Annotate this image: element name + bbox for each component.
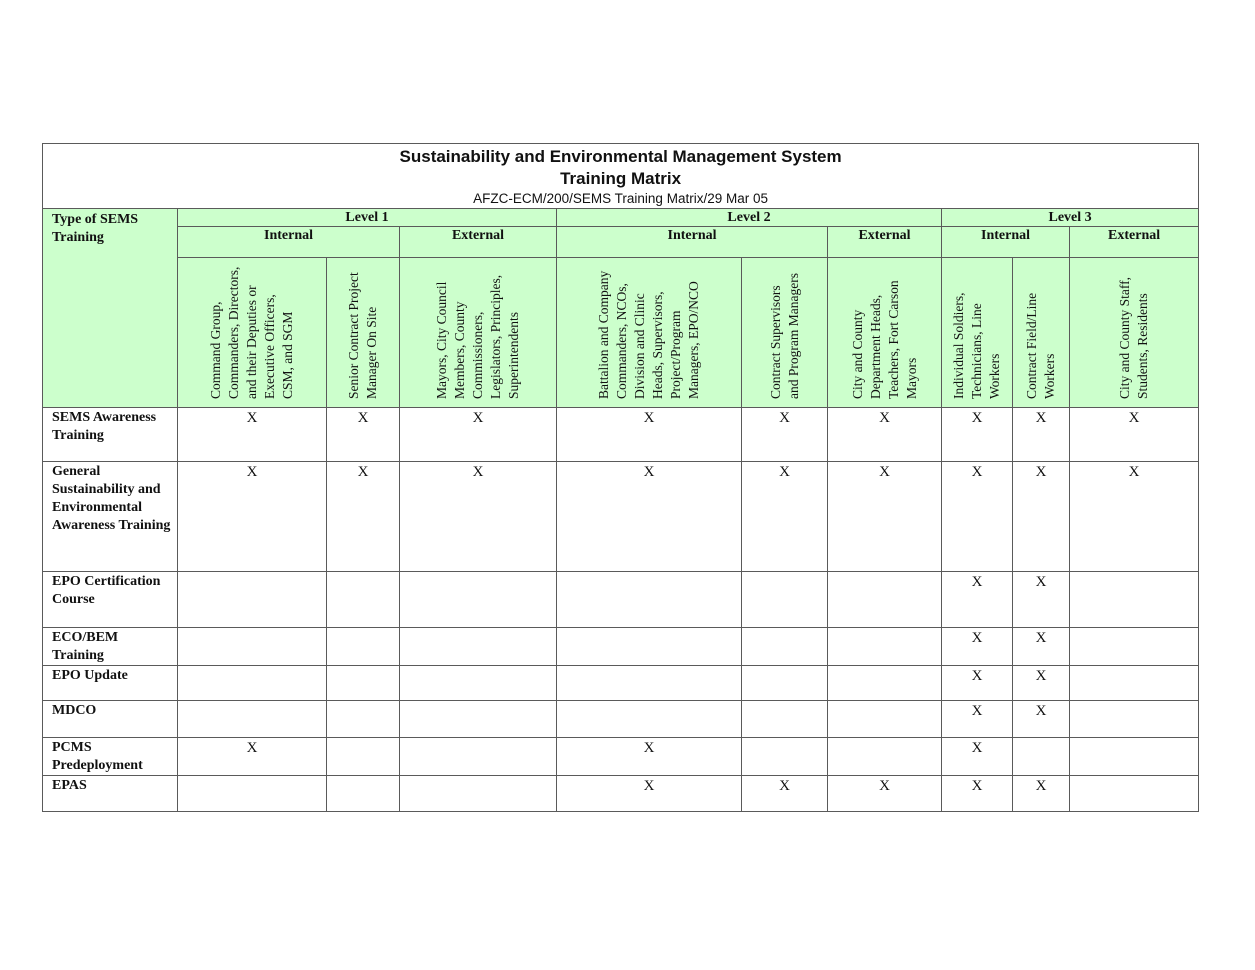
level-2-internal-header: Internal xyxy=(557,227,828,258)
level-3-external-header: External xyxy=(1070,227,1199,258)
requirement-mark xyxy=(327,738,400,776)
requirement-mark: X xyxy=(742,776,828,812)
audience-column-header xyxy=(942,258,1013,408)
requirement-mark xyxy=(178,628,327,666)
audience-column-header xyxy=(327,258,400,408)
training-type-label: ECO/BEM Training xyxy=(43,628,178,666)
requirement-mark xyxy=(400,738,557,776)
audience-header-label: Battalion and Company Commanders, NCOs, Division and Clinic Heads, Supervisors, Project/Program Managers, EPO/NCO xyxy=(596,270,701,399)
training-type-label: PCMS Predeployment xyxy=(43,738,178,776)
audience-header-label: City and County Staff, Students, Residents xyxy=(1117,276,1151,399)
requirement-mark: X xyxy=(1013,408,1070,462)
training-type-label: MDCO xyxy=(43,701,178,738)
audience-header-wrap xyxy=(1070,258,1198,407)
requirement-mark xyxy=(828,738,942,776)
audience-header-label: Senior Contract Project Manager On Site xyxy=(346,272,379,399)
training-type-label: EPO Update xyxy=(43,666,178,701)
requirement-mark: X xyxy=(557,408,742,462)
requirement-mark: X xyxy=(327,462,400,572)
audience-header-label: Command Group, Commanders, Directors, and their Deputies or Executive Officers, CSM, and SGM xyxy=(208,266,295,399)
type-of-training-header: Type of SEMS Training xyxy=(43,209,178,408)
document-subtitle: Training Matrix xyxy=(560,169,682,188)
audience-header-wrap xyxy=(742,258,827,407)
training-type-label: EPAS xyxy=(43,776,178,812)
requirement-mark: X xyxy=(942,408,1013,462)
requirement-mark xyxy=(327,701,400,738)
requirement-mark: X xyxy=(942,738,1013,776)
requirement-mark xyxy=(742,572,828,628)
audience-column-header xyxy=(828,258,942,408)
document-title: Sustainability and Environmental Management System xyxy=(399,147,842,166)
requirement-mark xyxy=(828,628,942,666)
audience-column-header xyxy=(178,258,327,408)
audience-column-header xyxy=(1070,258,1199,408)
requirement-mark xyxy=(1070,776,1199,812)
requirement-mark xyxy=(1013,738,1070,776)
requirement-mark: X xyxy=(942,701,1013,738)
requirement-mark xyxy=(1070,572,1199,628)
requirement-mark xyxy=(178,701,327,738)
table-row xyxy=(43,738,1199,776)
requirement-mark: X xyxy=(742,408,828,462)
requirement-mark xyxy=(400,572,557,628)
requirement-mark: X xyxy=(942,776,1013,812)
table-row xyxy=(43,628,1199,666)
requirement-mark: X xyxy=(1013,776,1070,812)
table-row xyxy=(43,701,1199,738)
requirement-mark: X xyxy=(1070,462,1199,572)
requirement-mark: X xyxy=(1013,572,1070,628)
table-row xyxy=(43,572,1199,628)
requirement-mark xyxy=(178,666,327,701)
requirement-mark xyxy=(742,701,828,738)
requirement-mark: X xyxy=(1013,701,1070,738)
requirement-mark xyxy=(400,776,557,812)
level-1-external-header: External xyxy=(400,227,557,258)
training-type-label: SEMS Awareness Training xyxy=(43,408,178,462)
table-row xyxy=(43,462,1199,572)
level-2-external-header: External xyxy=(828,227,942,258)
audience-header-wrap xyxy=(400,258,556,407)
level-row xyxy=(43,209,1199,227)
requirement-mark xyxy=(400,628,557,666)
table-row xyxy=(43,666,1199,701)
audience-header-label: Mayors, City Council Members, County Commissioners, Legislators, Principles, Superintendents xyxy=(434,274,521,399)
requirement-mark: X xyxy=(327,408,400,462)
audience-header-wrap xyxy=(178,258,326,407)
requirement-mark xyxy=(557,572,742,628)
training-matrix-table xyxy=(42,143,1199,812)
level-1-header: Level 1 xyxy=(178,209,557,227)
level-1-internal-header: Internal xyxy=(178,227,400,258)
title-block xyxy=(43,144,1199,209)
audience-header-label: Contract Supervisors and Program Managers xyxy=(767,273,801,399)
requirement-mark: X xyxy=(1013,628,1070,666)
requirement-mark: X xyxy=(178,408,327,462)
audience-header-label: Individual Soldiers, Technicians, Line Workers xyxy=(951,292,1002,399)
requirement-mark xyxy=(327,572,400,628)
training-type-label: EPO Certification Course xyxy=(43,572,178,628)
table-row xyxy=(43,776,1199,812)
level-2-header: Level 2 xyxy=(557,209,942,227)
requirement-mark: X xyxy=(828,408,942,462)
level-3-internal-header: Internal xyxy=(942,227,1070,258)
requirement-mark xyxy=(1070,628,1199,666)
audience-header-wrap xyxy=(1013,258,1069,407)
level-3-header: Level 3 xyxy=(942,209,1199,227)
requirement-mark xyxy=(828,701,942,738)
audience-header-wrap xyxy=(557,258,741,407)
audience-header-row xyxy=(43,258,1199,408)
requirement-mark: X xyxy=(400,462,557,572)
requirement-mark: X xyxy=(828,462,942,572)
requirement-mark xyxy=(1070,701,1199,738)
requirement-mark: X xyxy=(178,738,327,776)
requirement-mark: X xyxy=(742,462,828,572)
requirement-mark: X xyxy=(942,572,1013,628)
training-type-label: General Sustainability and Environmental Awareness Training xyxy=(43,462,178,572)
audience-header-label: City and County Department Heads, Teachers, Fort Carson Mayors xyxy=(849,280,919,399)
requirement-mark xyxy=(742,666,828,701)
table-row xyxy=(43,408,1199,462)
requirement-mark xyxy=(742,738,828,776)
audience-header-wrap xyxy=(942,258,1012,407)
requirement-mark: X xyxy=(557,738,742,776)
requirement-mark: X xyxy=(942,462,1013,572)
requirement-mark: X xyxy=(942,628,1013,666)
requirement-mark xyxy=(178,572,327,628)
requirement-mark xyxy=(557,628,742,666)
requirement-mark xyxy=(1070,738,1199,776)
requirement-mark xyxy=(742,628,828,666)
requirement-mark xyxy=(178,776,327,812)
group-row xyxy=(43,227,1199,258)
requirement-mark: X xyxy=(942,666,1013,701)
requirement-mark xyxy=(557,666,742,701)
requirement-mark xyxy=(557,701,742,738)
audience-header-wrap xyxy=(828,258,941,407)
audience-column-header xyxy=(742,258,828,408)
audience-column-header xyxy=(557,258,742,408)
requirement-mark: X xyxy=(1070,408,1199,462)
requirement-mark: X xyxy=(400,408,557,462)
requirement-mark: X xyxy=(178,462,327,572)
audience-header-label: Contract Field/Line Workers xyxy=(1024,292,1057,399)
requirement-mark: X xyxy=(1013,462,1070,572)
audience-column-header xyxy=(400,258,557,408)
requirement-mark xyxy=(828,666,942,701)
audience-header-wrap xyxy=(327,258,399,407)
requirement-mark xyxy=(327,776,400,812)
document-reference: AFZC-ECM/200/SEMS Training Matrix/29 Mar 05 xyxy=(473,191,768,206)
requirement-mark xyxy=(327,666,400,701)
requirement-mark xyxy=(327,628,400,666)
requirement-mark xyxy=(828,572,942,628)
requirement-mark: X xyxy=(828,776,942,812)
requirement-mark xyxy=(400,666,557,701)
requirement-mark: X xyxy=(557,776,742,812)
requirement-mark xyxy=(1070,666,1199,701)
title-row xyxy=(43,144,1199,209)
audience-column-header xyxy=(1013,258,1070,408)
requirement-mark xyxy=(400,701,557,738)
requirement-mark: X xyxy=(557,462,742,572)
requirement-mark: X xyxy=(1013,666,1070,701)
